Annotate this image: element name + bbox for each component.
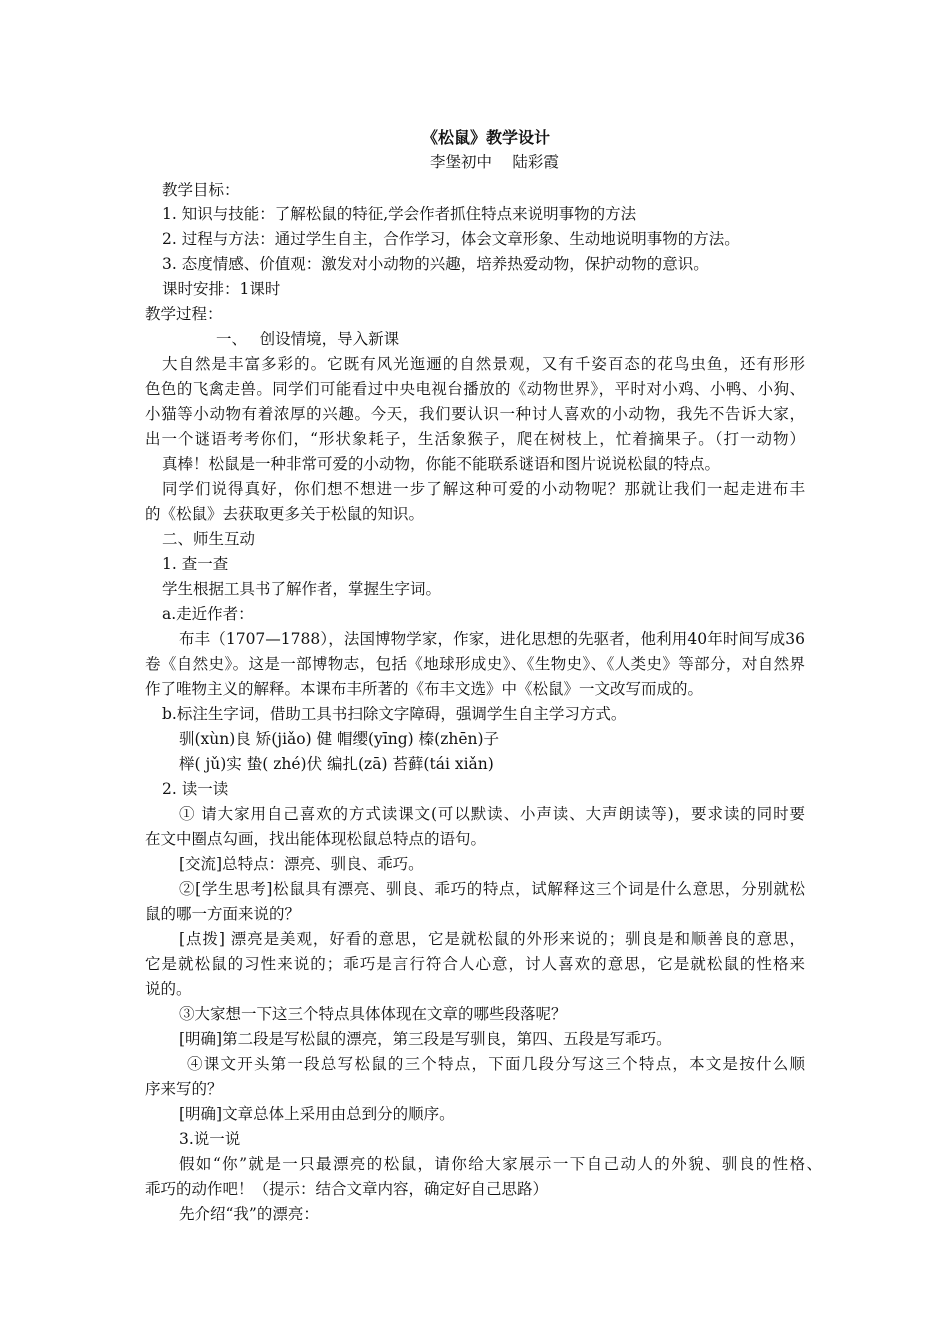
paragraph-line: 假如“你”就是一只最漂亮的松鼠，请你给大家展示一下自己动人的外貌、驯良的性格、: [179, 1155, 822, 1173]
doc-author: 李堡初中 陆彩霞: [430, 153, 559, 171]
subitem-b: b.标注生字词，借助工具书扫除文字障碍，强调学生自主学习方式。: [162, 705, 627, 723]
paragraph-line: ③大家想一下这三个特点具体体现在文章的哪些段落呢？: [179, 1005, 567, 1023]
process-heading: 教学过程：: [145, 305, 223, 323]
paragraph-line: ④课文开头第一段总写松鼠的三个特点，下面几段分写这三个特点，本文是按什么顺: [187, 1055, 805, 1073]
goal-3: 3. 态度情感、价值观：激发对小动物的兴趣，培养热爱动物，保护动物的意识。: [162, 255, 709, 273]
doc-title: 《松鼠》教学设计: [422, 128, 551, 147]
goal-1: 1. 知识与技能：了解松鼠的特征,学会作者抓住特点来说明事物的方法: [162, 205, 637, 223]
paragraph-line: [明确]文章总体上采用由总到分的顺序。: [179, 1105, 455, 1123]
paragraph-line: 鼠的哪一方面来说的？: [145, 905, 301, 923]
vocab-line: 驯(xùn)良 矫(jiǎo) 健 帽缨(yīng) 榛(zhēn)子: [179, 730, 500, 748]
paragraph-line: [明确]第二段是写松鼠的漂亮，第三段是写驯良，第四、五段是写乖巧。: [179, 1030, 672, 1048]
paragraph-line: [点拨] 漂亮是美观，好看的意思，它是就松鼠的外形来说的；驯良是和顺善良的意思，: [179, 930, 805, 948]
paragraph-line: ① 请大家用自己喜欢的方式读课文(可以默读、小声读、大声朗读等)，要求读的同时要: [179, 805, 805, 823]
paragraph-line: 大自然是丰富多彩的。它既有风光迤逦的自然景观，又有千姿百态的花鸟虫鱼，还有形形: [162, 355, 805, 373]
paragraph-line: 色色的飞禽走兽。同学们可能看过中央电视台播放的《动物世界》，平时对小鸡、小鸭、小狗、: [145, 380, 805, 398]
section-2-heading: 二、师生互动: [162, 530, 256, 548]
paragraph-line: 在文中圈点勾画，找出能体现松鼠总特点的语句。: [145, 830, 487, 848]
item-2-heading: 2. 读一读: [162, 780, 229, 798]
paragraph-line: 布丰（1707—1788），法国博物学家，作家，进化思想的先驱者，他利用40年时间写成36: [179, 630, 805, 648]
paragraph-line: 它是就松鼠的习性来说的；乖巧是言行符合人心意，讨人喜欢的意思，它是就松鼠的性格来: [145, 955, 805, 973]
paragraph-line: ②[学生思考]松鼠具有漂亮、驯良、乖巧的特点，试解释这三个词是什么意思，分别就松: [179, 880, 805, 898]
paragraph-line: 作了唯物主义的解释。本课布丰所著的《布丰文选》中《松鼠》一文改写而成的。: [145, 680, 704, 698]
paragraph-line: 说的。: [145, 980, 192, 998]
goals-heading: 教学目标：: [162, 181, 240, 199]
vocab-line: 榉( jǔ)实 蛰( zhé)伏 编扎(zā) 苔藓(tái xiǎn): [179, 755, 494, 773]
paragraph-line: 学生根据工具书了解作者，掌握生字词。: [162, 580, 442, 598]
paragraph-line: 卷《自然史》。这是一部博物志，包括《地球形成史》、《生物史》、《人类史》等部分，对自然界: [145, 655, 805, 673]
schedule: 课时安排：1课时: [162, 280, 281, 298]
paragraph-line: [交流]总特点：漂亮、驯良、乖巧。: [179, 855, 424, 873]
goal-2: 2. 过程与方法：通过学生自主，合作学习，体会文章形象、生动地说明事物的方法。: [162, 230, 740, 248]
section-1-heading: 一、 创设情境，导入新课: [216, 330, 400, 348]
paragraph-line: 小猫等小动物有着浓厚的兴趣。今天，我们要认识一种讨人喜欢的小动物，我先不告诉大家，: [145, 405, 805, 423]
item-3-heading: 3.说一说: [179, 1130, 241, 1148]
paragraph-line: 序来写的？: [145, 1080, 223, 1098]
paragraph-line: 乖巧的动作吧！（提示：结合文章内容，确定好自己思路）: [145, 1180, 549, 1198]
paragraph-line: 的《松鼠》去获取更多关于松鼠的知识。: [145, 505, 425, 523]
paragraph-line: 先介绍“我”的漂亮：: [179, 1205, 319, 1223]
paragraph-line: 出一个谜语考考你们，“形状象耗子，生活象猴子，爬在树枝上，忙着摘果子。（打一动物）: [145, 430, 805, 448]
paragraph-line: 同学们说得真好，你们想不想进一步了解这种可爱的小动物呢？那就让我们一起走进布丰: [162, 480, 805, 498]
item-1-heading: 1. 查一查: [162, 555, 229, 573]
subitem-a: a.走近作者：: [162, 605, 254, 623]
paragraph-line: 真棒！松鼠是一种非常可爱的小动物，你能不能联系谜语和图片说说松鼠的特点。: [162, 455, 721, 473]
